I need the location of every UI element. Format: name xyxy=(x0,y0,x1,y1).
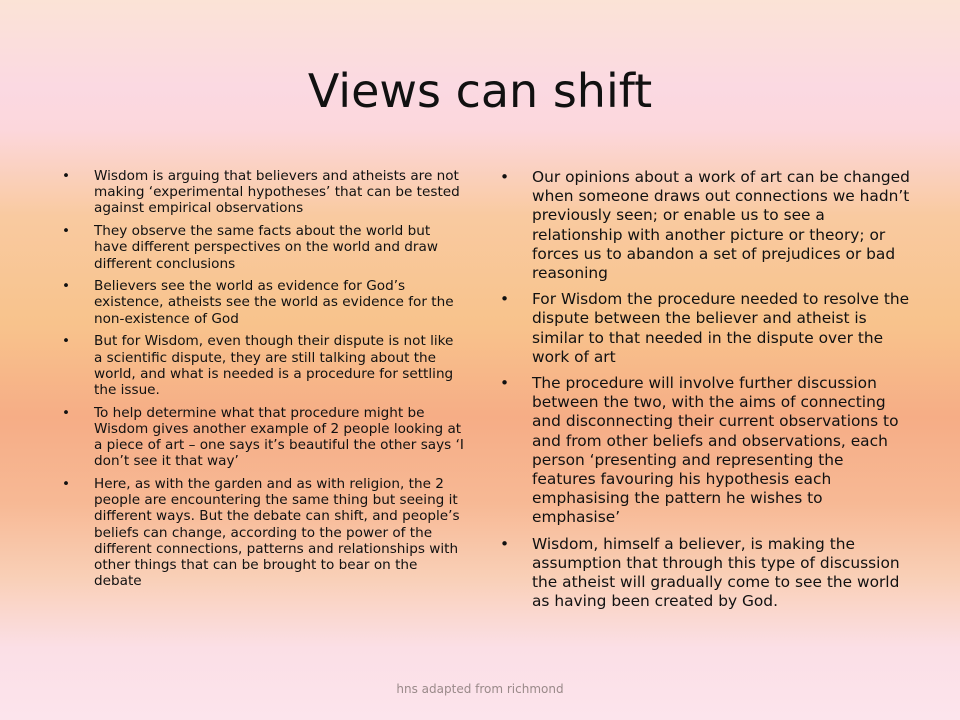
bullet-icon: • xyxy=(500,374,510,393)
bullet-text: Believers see the world as evidence for God’s existence, atheists see the world as evidence for the non-existence of God xyxy=(94,278,454,327)
bullet-icon: • xyxy=(62,475,71,492)
bullet-icon: • xyxy=(500,168,510,186)
bullet-icon: • xyxy=(62,278,71,295)
right-bullet-list xyxy=(500,168,910,618)
left-bullet-item xyxy=(62,405,466,470)
bullet-text: The procedure will involve further discussion between the two, with the aims of connecting and disconnecting their current observations to and from other beliefs and observations, each person ‘presenting and representing the features favouring his hypothesis each emphasising the pattern he wishes to emphasise’ xyxy=(532,374,899,527)
right-bullet-item xyxy=(500,374,910,528)
bullet-text: Here, as with the garden and as with religion, the 2 people are encountering the same thing but seeing it different ways. But the debate can shift, and people’s beliefs can change, according to the power of the different connections, patterns and relationships with other things that can be brought to bear on the debate xyxy=(94,475,460,590)
bullet-icon: • xyxy=(500,290,510,309)
bullet-icon: • xyxy=(500,534,510,553)
bullet-icon: • xyxy=(62,333,71,350)
bullet-text: To help determine what that procedure might be Wisdom gives another example of 2 people looking at a piece of art – one says it’s beautiful the other says ‘I don’t see it that way’ xyxy=(94,404,464,470)
bullet-text: But for Wisdom, even though their dispute is not like a scientific dispute, they are still talking about the world, and what is needed is a procedure for settling the issue. xyxy=(94,333,454,398)
bullet-icon: • xyxy=(62,404,71,421)
right-bullet-item xyxy=(500,535,910,612)
bullet-text: For Wisdom the procedure needed to resolve the dispute between the believer and atheist is similar to that needed in the dispute over the work of art xyxy=(532,290,910,366)
right-bullet-item xyxy=(500,290,910,367)
left-bullet-item xyxy=(62,168,466,217)
slide-footer: hns adapted from richmond xyxy=(396,682,564,696)
bullet-text: They observe the same facts about the world but have different perspectives on the world and draw different conclusions xyxy=(94,223,438,272)
left-bullet-item xyxy=(62,476,466,589)
left-bullet-item xyxy=(62,333,466,398)
bullet-icon: • xyxy=(62,223,71,240)
slide-title: Views can shift xyxy=(307,64,653,118)
left-bullet-list xyxy=(62,168,466,596)
left-bullet-item xyxy=(62,278,466,327)
bullet-icon: • xyxy=(62,168,71,184)
bullet-text: Our opinions about a work of art can be changed when someone draws out connections we hadn’t previously seen; or enable us to see a relationship with another picture or theory; or forces us to abandon a set of prejudices or bad reasoning xyxy=(532,168,910,283)
bullet-text: Wisdom is arguing that believers and atheists are not making ‘experimental hypotheses’ that can be tested against empirical observations xyxy=(94,168,460,217)
bullet-text: Wisdom, himself a believer, is making the assumption that through this type of discussion the atheist will gradually come to see the world as having been created by God. xyxy=(532,534,900,611)
right-bullet-item xyxy=(500,168,910,283)
left-bullet-item xyxy=(62,223,466,272)
